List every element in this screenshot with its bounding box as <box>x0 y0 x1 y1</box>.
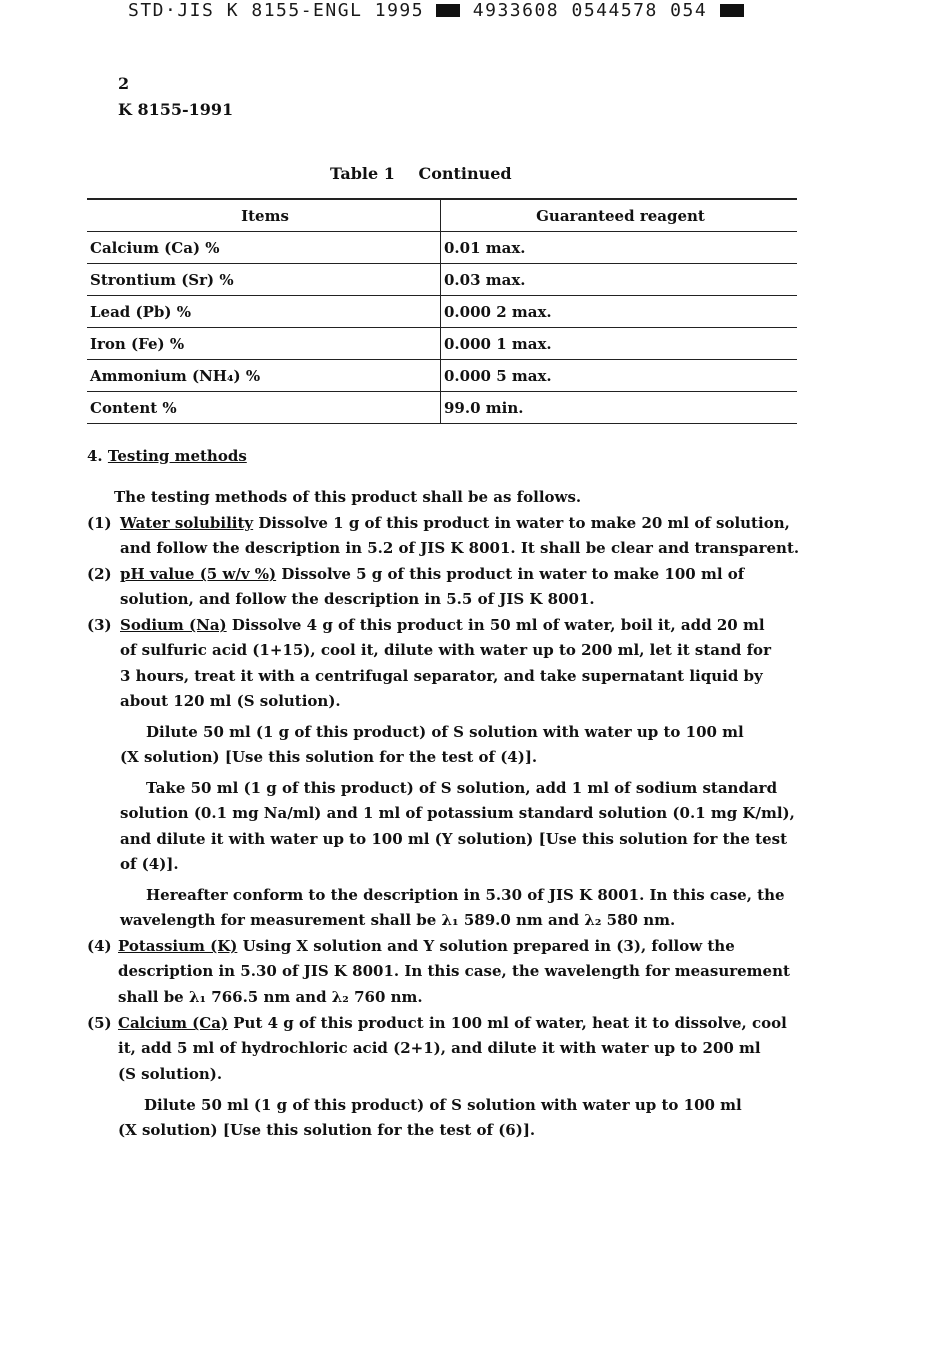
table-row <box>87 328 797 360</box>
item-number: (4) <box>87 937 112 955</box>
value-cell: 0.000 5 max. <box>444 366 552 385</box>
item-cell: Content % <box>87 392 441 424</box>
value-cell: 0.01 max. <box>444 238 526 257</box>
item-cell: Ammonium (NH₄) % <box>87 360 441 392</box>
item-number: (3) <box>87 616 112 634</box>
item-line: it, add 5 ml of hydrochloric acid (2+1), and dilute it with water up to 200 ml <box>118 1039 761 1058</box>
column-header-guaranteed-reagent: Guaranteed reagent <box>536 206 705 225</box>
value-cell: 0.000 2 max. <box>444 302 552 321</box>
table-row <box>87 360 797 392</box>
sodium-y-solution-paragraph: Take 50 ml (1 g of this product) of S solution, add 1 ml of sodium standard solution (0.1 mg Na/ml) and 1 ml of potassium standard solution (0.1 mg K/ml), and dilute it with water up to 100 ml (Y solution) [Use this solution for the test of (4)]. <box>120 779 795 873</box>
item-line: Calcium (Ca) Put 4 g of this product in 100 ml of water, heat it to dissolve, cool <box>118 1014 787 1032</box>
section-heading <box>87 447 247 465</box>
section-title: Testing methods <box>107 447 247 465</box>
calcium-x-solution-paragraph: Dilute 50 ml (1 g of this product) of S solution with water up to 100 ml (X solution) [Use this solution for the test of (6)]. <box>118 1096 742 1140</box>
item-title: Potassium (K) <box>118 937 238 955</box>
item-line: of sulfuric acid (1+15), cool it, dilute with water up to 200 ml, let it stand for <box>120 641 771 660</box>
black-bar-mark <box>720 4 744 17</box>
sodium-measurement-paragraph: Hereafter conform to the description in 5.30 of JIS K 8001. In this case, the wavelength for measurement shall be λ₁ 589.0 nm and λ₂ 580 nm. <box>120 886 785 930</box>
table-caption-label: Table 1 <box>330 164 395 183</box>
table-row <box>87 264 797 296</box>
item-line: Water solubility Dissolve 1 g of this product in water to make 20 ml of solution, <box>120 514 790 532</box>
item-cell: Lead (Pb) % <box>87 296 441 328</box>
sodium-x-solution-paragraph: Dilute 50 ml (1 g of this product) of S solution with water up to 100 ml (X solution) [Use this solution for the test of (4)]. <box>120 723 744 767</box>
value-cell: 0.000 1 max. <box>444 334 552 353</box>
document-code: K 8155-1991 <box>118 100 234 119</box>
item-line: pH value (5 w/v %) Dissolve 5 g of this product in water to make 100 ml of <box>120 565 745 583</box>
value-cell: 0.03 max. <box>444 270 526 289</box>
item-cell: Strontium (Sr) % <box>87 264 441 296</box>
item-title: Water solubility <box>120 514 254 532</box>
page-number: 2 <box>118 74 130 93</box>
item-line: 3 hours, treat it with a centrifugal separator, and take supernatant liquid by <box>120 666 763 685</box>
item-title: Sodium (Na) <box>120 616 227 634</box>
header-document-code <box>128 0 744 21</box>
item-line: (S solution). <box>118 1064 223 1083</box>
item-number: (5) <box>87 1014 112 1032</box>
value-cell: 99.0 min. <box>444 398 524 417</box>
item-cell: Iron (Fe) % <box>87 328 441 360</box>
table-caption-status: Continued <box>418 164 512 183</box>
item-cell: Calcium (Ca) % <box>87 232 441 264</box>
section-number: 4. <box>87 447 103 465</box>
item-line: Sodium (Na) Dissolve 4 g of this product in 50 ml of water, boil it, add 20 ml <box>120 616 765 634</box>
specification-table <box>87 198 797 424</box>
item-title: pH value (5 w/v %) <box>120 565 277 583</box>
item-line: and follow the description in 5.2 of JIS K 8001. It shall be clear and transparent. <box>120 539 800 558</box>
item-title: Calcium (Ca) <box>118 1014 229 1032</box>
table-row <box>87 392 797 424</box>
table-row <box>87 296 797 328</box>
header-code-part2: 4933608 0544578 054 <box>472 0 708 21</box>
item-line: solution, and follow the description in 5.5 of JIS K 8001. <box>120 590 595 609</box>
column-header-items: Items <box>87 199 441 232</box>
table-header-row <box>87 199 797 232</box>
item-number: (1) <box>87 514 112 532</box>
item-line: shall be λ₁ 766.5 nm and λ₂ 760 nm. <box>118 987 423 1006</box>
table-caption <box>330 164 512 183</box>
intro-sentence: The testing methods of this product shall be as follows. <box>114 488 582 506</box>
item-line: about 120 ml (S solution). <box>120 691 341 710</box>
header-code-part1: STD·JIS K 8155-ENGL 1995 <box>128 0 425 21</box>
black-bar-mark <box>436 4 460 17</box>
item-line: description in 5.30 of JIS K 8001. In this case, the wavelength for measurement <box>118 962 790 981</box>
item-number: (2) <box>87 565 112 583</box>
table-row <box>87 232 797 264</box>
item-line: Potassium (K) Using X solution and Y solution prepared in (3), follow the <box>118 937 735 955</box>
